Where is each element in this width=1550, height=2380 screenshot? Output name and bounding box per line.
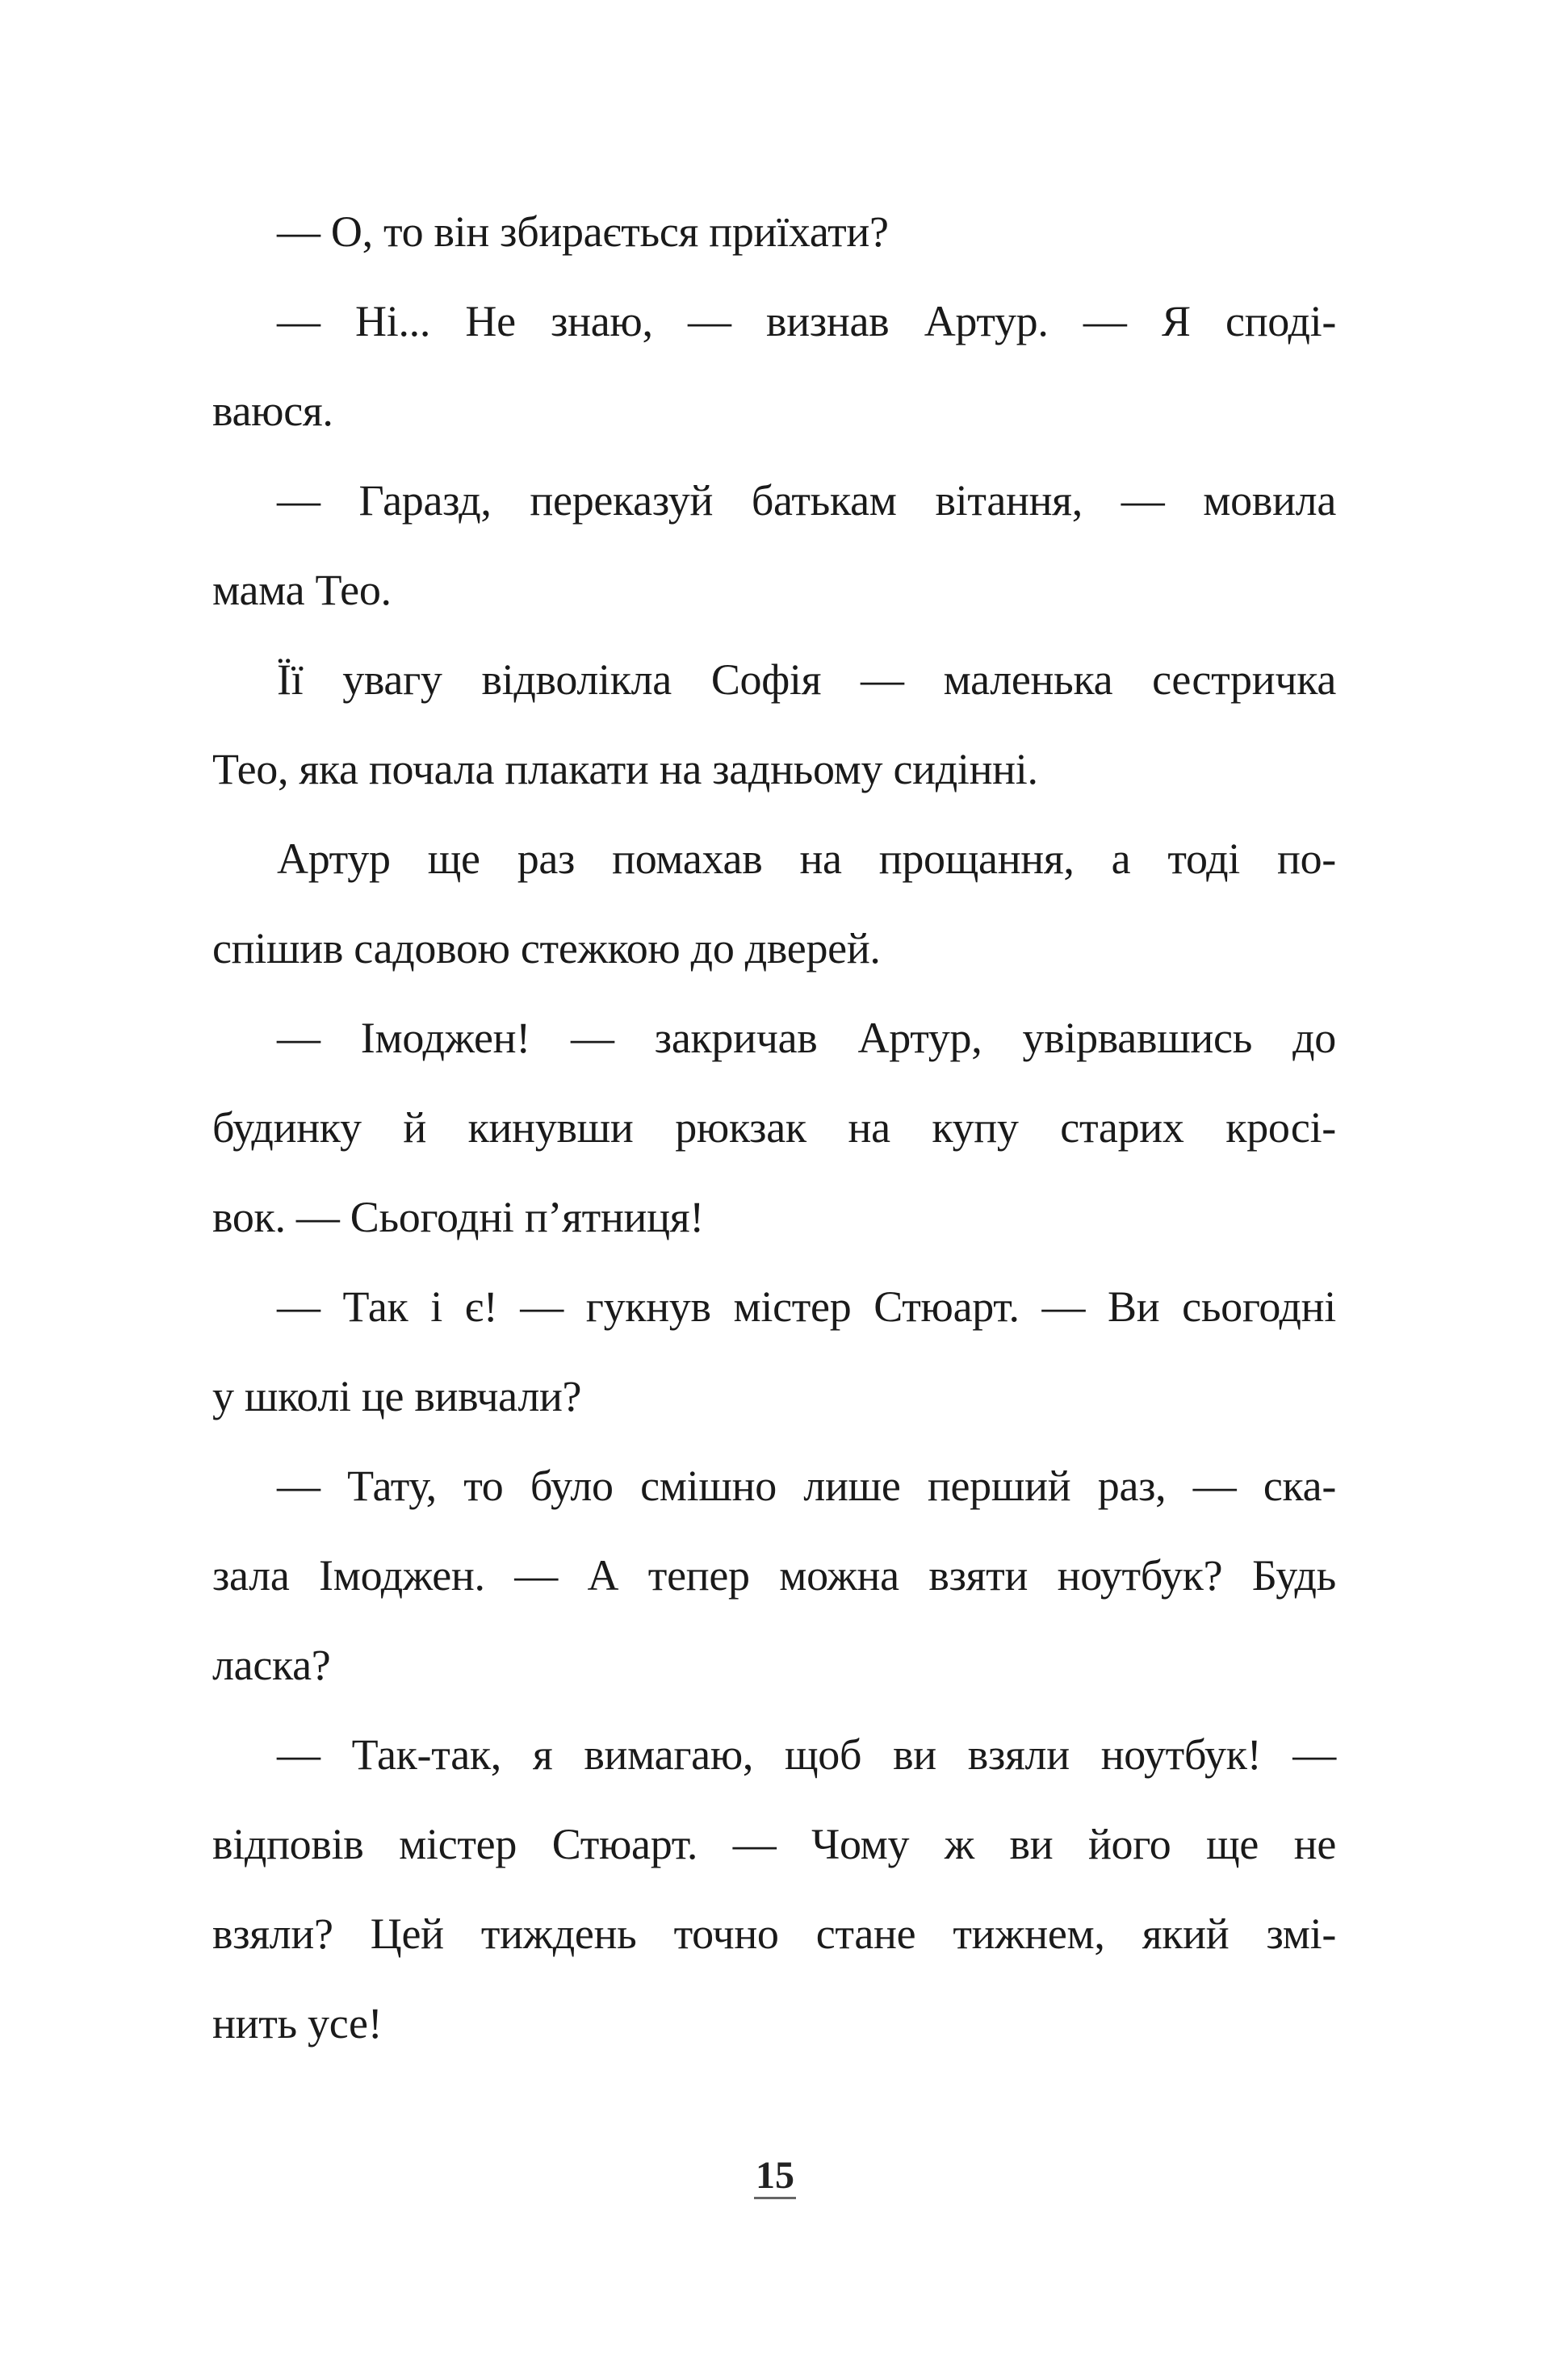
text-line: відповів містер Стюарт. — Чому ж ви його ще не xyxy=(212,1820,1336,1868)
text-line: ваюся. xyxy=(212,387,333,435)
text-line: — Так-так, я вимагаю, щоб ви взяли ноутбук! — xyxy=(277,1730,1336,1779)
text-line: ласка? xyxy=(212,1641,331,1689)
text-line: зала Імоджен. — А тепер можна взяти ноутбук? Будь xyxy=(212,1551,1336,1600)
text-line: будинку й кинувши рюкзак на купу старих кросі- xyxy=(212,1103,1336,1152)
text-line: — Імоджен! — закричав Артур, увірвавшись до xyxy=(277,1014,1336,1062)
book-page-body xyxy=(212,187,1336,2068)
text-line: — Так і є! — гукнув містер Стюарт. — Ви сьогодні xyxy=(277,1282,1336,1331)
text-line: спішив садовою стежкою до дверей. xyxy=(212,924,881,972)
text-line: — Тату, то було смішно лише перший раз, — ска- xyxy=(277,1462,1336,1510)
text-line: нить усе! xyxy=(212,1999,383,2047)
text-line: вок. — Сьогодні п’ятниця! xyxy=(212,1193,704,1241)
text-line: — Ні... Не знаю, — визнав Артур. — Я сподi- xyxy=(277,297,1336,345)
page-number-label: 15 xyxy=(754,2156,796,2199)
text-line: Тео, яка почала плакати на задньому сидінні. xyxy=(212,745,1038,793)
text-line: — Гаразд, переказуй батькам вітання, — мовила xyxy=(277,476,1336,525)
text-line: Її увагу відволікла Софія — маленька сестричка xyxy=(277,655,1336,704)
text-line: Артур ще раз помахав на прощання, а тоді по- xyxy=(277,834,1336,883)
text-line: — О, то він збирається приїхати? xyxy=(277,207,889,256)
text-line: у школі це вивчали? xyxy=(212,1372,582,1420)
text-line: взяли? Цей тиждень точно стане тижнем, який змі- xyxy=(212,1909,1336,1958)
page-number xyxy=(0,2153,1550,2199)
text-line: мама Тео. xyxy=(212,566,392,614)
